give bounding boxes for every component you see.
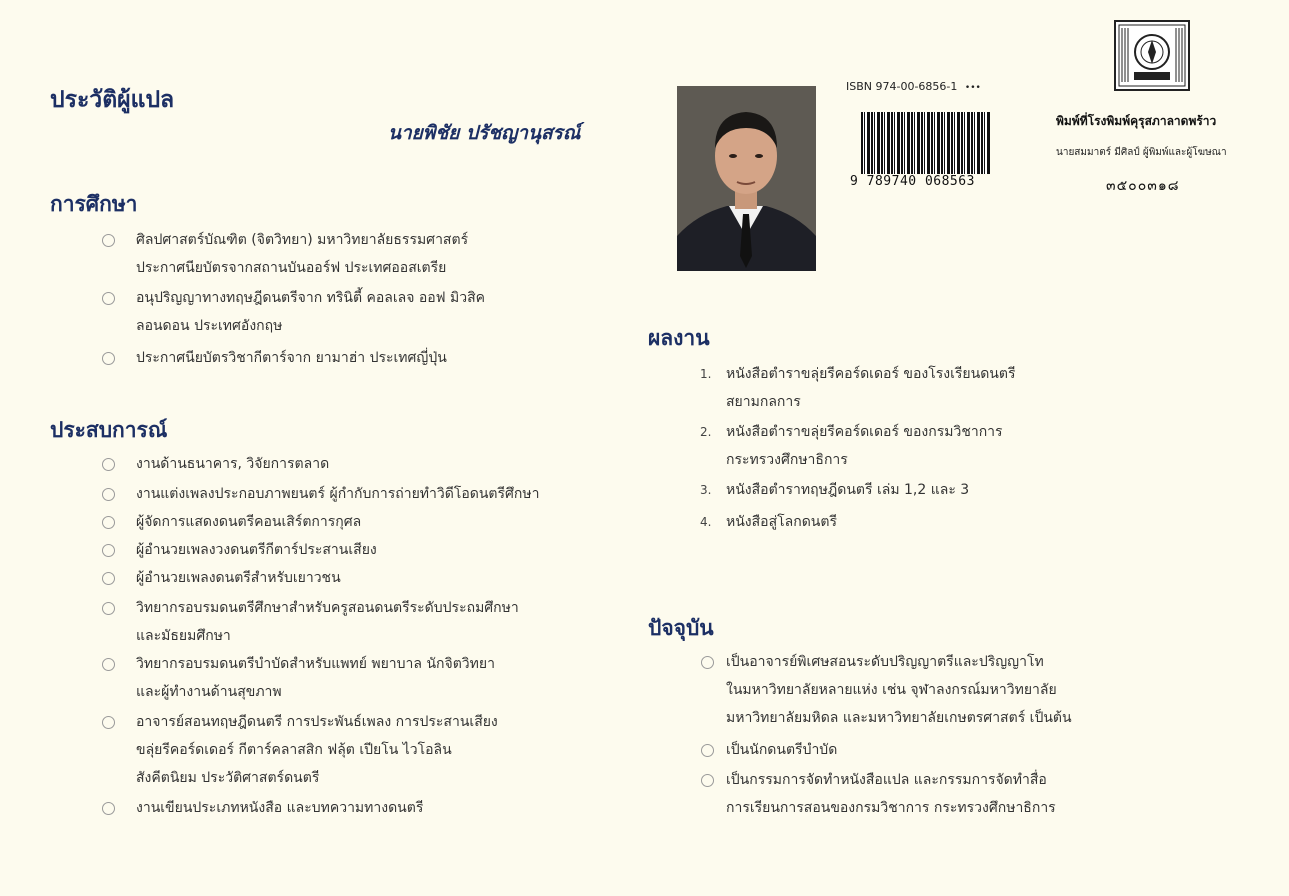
education-bullet-icon (102, 292, 115, 305)
experience-bullet-icon (102, 488, 115, 501)
works-item-number: 3. (700, 483, 712, 497)
works-heading: ผลงาน (648, 325, 710, 350)
experience-bullet-icon (102, 458, 115, 471)
experience-item-line: ขลุ่ยรีคอร์ดเดอร์ กีตาร์คลาสสิก ฟลุ้ต เปียโน ไวโอลิน (136, 742, 452, 758)
current-heading: ปัจจุบัน (648, 615, 714, 640)
experience-item-line: ผู้จัดการแสดงดนตรีคอนเสิร์ตการกุศล (136, 514, 362, 530)
works-item-line: สยามกลการ (726, 394, 801, 410)
experience-bullet-icon (102, 544, 115, 557)
current-bullet-icon (701, 744, 714, 757)
publisher-seal-logo (1114, 20, 1190, 91)
experience-item-line: และผู้ทำงานด้านสุขภาพ (136, 684, 282, 700)
education-item-line: อนุปริญญาทางทฤษฎีดนตรีจาก ทรินิตี้ คอลเลจ ออฟ มิวสิค (136, 290, 486, 306)
current-item-line: มหาวิทยาลัยมหิดล และมหาวิทยาลัยเกษตรศาสตร์ เป็นต้น (726, 710, 1072, 726)
experience-item-line: ผู้อำนวยเพลงดนตรีสำหรับเยาวชน (136, 570, 341, 586)
seal-icon (1116, 22, 1188, 89)
works-item-line: กระทรวงศึกษาธิการ (726, 452, 848, 468)
works-item-line: หนังสือตำราทฤษฎีดนตรี เล่ม 1,2 และ 3 (726, 482, 970, 498)
experience-bullet-icon (102, 658, 115, 671)
isbn-label (846, 80, 981, 93)
isbn-marks: ••• (964, 83, 981, 93)
current-item-line: เป็นนักดนตรีบำบัด (726, 742, 838, 758)
portrait-figure (677, 86, 816, 271)
translator-photo (677, 86, 816, 271)
works-item-line: หนังสือตำราขลุ่ยรีคอร์ดเดอร์ ของโรงเรียนดนตรี (726, 366, 1016, 382)
education-heading: การศึกษา (50, 191, 138, 216)
education-item-line: ประกาศนียบัตรจากสถานบันออร์ฟ ประเทศออสเตรีย (136, 260, 447, 276)
translator-name: นายพิชัย ปรัชญานุสรณ์ (388, 122, 581, 144)
education-item-line: ศิลปศาสตร์บัณฑิต (จิตวิทยา) มหาวิทยาลัยธรรมศาสตร์ (136, 232, 469, 248)
works-item-number: 1. (700, 367, 712, 381)
current-item-line: ในมหาวิทยาลัยหลายแห่ง เช่น จุฬาลงกรณ์มหาวิทยาลัย (726, 682, 1057, 698)
current-bullet-icon (701, 656, 714, 669)
page-title: ประวัติผู้แปล (50, 86, 175, 113)
experience-bullet-icon (102, 602, 115, 615)
experience-item-line: อาจารย์สอนทฤษฎีดนตรี การประพันธ์เพลง การประสานเสียง (136, 714, 498, 730)
experience-item-line: ผู้อำนวยเพลงวงดนตรีกีตาร์ประสานเสียง (136, 542, 377, 558)
experience-bullet-icon (102, 516, 115, 529)
works-item-number: 2. (700, 425, 712, 439)
barcode (861, 112, 990, 174)
education-item-line: ลอนดอน ประเทศอังกฤษ (136, 318, 283, 334)
education-item-line: ประกาศนียบัตรวิชากีตาร์จาก ยามาฮ่า ประเทศญี่ปุ่น (136, 350, 447, 366)
printer-line1: พิมพ์ที่โรงพิมพ์คุรุสภาลาดพร้าว (1056, 114, 1217, 128)
experience-item-line: งานด้านธนาคาร, วิจัยการตลาด (136, 456, 330, 472)
experience-bullet-icon (102, 716, 115, 729)
education-bullet-icon (102, 234, 115, 247)
current-item-line: การเรียนการสอนของกรมวิชาการ กระทรวงศึกษาธิการ (726, 800, 1056, 816)
experience-item-line: งานแต่งเพลงประกอบภาพยนตร์ ผู้กำกับการถ่ายทำวิดีโอดนตรีศึกษา (136, 486, 540, 502)
experience-item-line: วิทยากรอบรมดนตรีศึกษาสำหรับครูสอนดนตรีระดับประถมศึกษา (136, 600, 519, 616)
current-item-line: เป็นกรรมการจัดทำหนังสือแปล และกรรมการจัดทำสื่อ (726, 772, 1047, 788)
works-item-line: หนังสือสู่โลกดนตรี (726, 514, 837, 530)
experience-item-line: สังคีตนิยม ประวัติศาสตร์ดนตรี (136, 770, 320, 786)
current-item-line: เป็นอาจารย์พิเศษสอนระดับปริญญาตรีและปริญญาโท (726, 654, 1044, 670)
experience-item-line: งานเขียนประเภทหนังสือ และบทความทางดนตรี (136, 800, 424, 816)
isbn-text: ISBN 974-00-6856-1 (846, 80, 958, 93)
current-bullet-icon (701, 774, 714, 787)
barcode-number: 9 789740 068563 (850, 174, 975, 189)
experience-bullet-icon (102, 802, 115, 815)
experience-bullet-icon (102, 572, 115, 585)
works-item-line: หนังสือตำราขลุ่ยรีคอร์ดเดอร์ ของกรมวิชาการ (726, 424, 1003, 440)
works-item-number: 4. (700, 515, 712, 529)
printer-line2: นายสมมาตร์ มีศิลป์ ผู้พิมพ์และผู้โฆษณา (1056, 147, 1227, 158)
experience-heading: ประสบการณ์ (50, 417, 168, 442)
printer-code: ๓๕๐๐๓๑๘ (1106, 178, 1180, 194)
education-bullet-icon (102, 352, 115, 365)
experience-item-line: วิทยากรอบรมดนตรีบำบัดสำหรับแพทย์ พยาบาล นักจิตวิทยา (136, 656, 495, 672)
experience-item-line: และมัธยมศึกษา (136, 628, 231, 644)
